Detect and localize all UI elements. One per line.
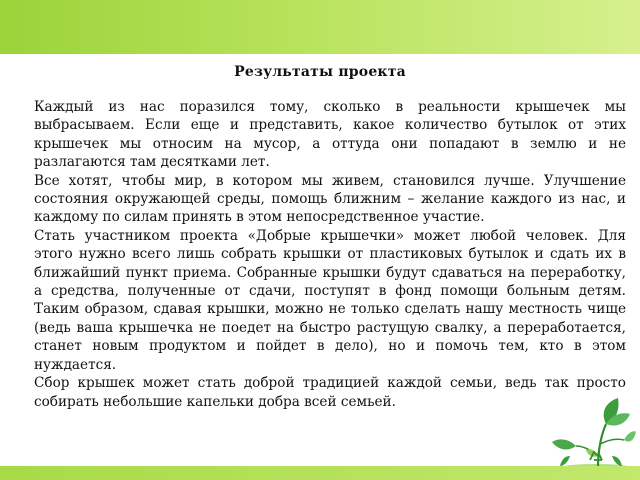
slide-title: Результаты проекта xyxy=(234,64,406,80)
top-decorative-band xyxy=(0,0,640,54)
paragraph-1: Каждый из нас поразился тому, сколько в реальности крышечек мы выбрасываем. Если еще и представить, какое количество бутылок от этих крышечек мы относим на мусор, а оттуда они попадают в землю и не разлагаются там десятками лет. xyxy=(34,99,626,171)
paragraph-3: Стать участником проекта «Добрые крышечки» может любой человек. Для этого нужно всего лишь собрать крышки от пластиковых бутылок и сдать их в ближайший пункт приема. Собранные крышки будут сдаваться на переработку, а средства, полученные от сдачи, поступят в фонд помощи больным детям. Таким образом, сдавая крышки, можно не только сделать нашу местность чище (ведь ваша крышечка не поедет на быстро растущую свалку, а переработается, станет новым продуктом и пойдет в дело), но и помочь тем, кто в этом нуждается. xyxy=(34,227,626,373)
bottom-decorative-band xyxy=(0,466,640,480)
paragraph-4: Сбор крышек может стать доброй традицией каждой семьи, ведь так просто собирать небольшие капельки добра всей семьей. xyxy=(34,375,626,410)
slide-body-text xyxy=(34,98,626,411)
paragraph-2: Все хотят, чтобы мир, в котором мы живем, становился лучше. Улучшение состояния окружающей среды, помощь ближним – желание каждого из нас, и каждому по силам принять в этом непосредственное участие. xyxy=(34,172,626,226)
